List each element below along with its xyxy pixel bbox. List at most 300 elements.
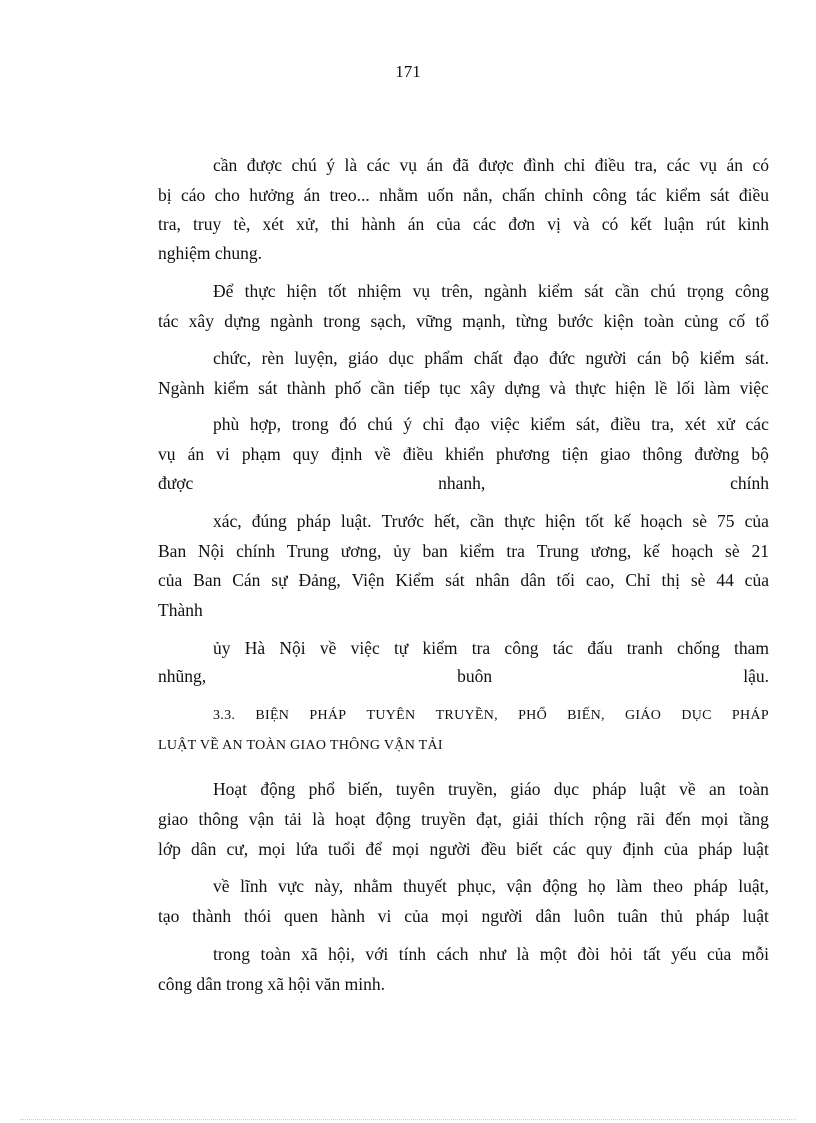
word: nhằm <box>353 876 393 896</box>
word: kiện <box>603 311 634 331</box>
word: vi <box>377 906 392 926</box>
word: sát, <box>575 414 600 434</box>
word: giải <box>512 809 539 829</box>
word: có <box>601 214 619 234</box>
word: tra, <box>651 414 675 434</box>
word: đạo <box>454 414 480 434</box>
word: thủ <box>660 906 683 926</box>
word: chấn <box>501 185 536 205</box>
word: truy <box>193 214 222 234</box>
word: hoạch <box>671 541 714 561</box>
word: sạch, <box>370 311 406 331</box>
word: thi <box>330 214 350 234</box>
word: lề <box>654 378 668 398</box>
word: hoạt <box>335 809 366 829</box>
word: củng <box>684 311 719 331</box>
word: chú <box>291 155 317 175</box>
word: các <box>472 214 497 234</box>
paragraph-line <box>158 838 769 860</box>
word: kế <box>613 511 631 531</box>
word: tiện <box>561 444 589 464</box>
word: án <box>426 155 443 175</box>
word: xử, <box>296 214 319 234</box>
word: nhũng, <box>158 666 207 686</box>
word: thông <box>198 809 239 829</box>
word: phổ <box>308 779 335 799</box>
word: án <box>407 214 425 234</box>
word: chỉnh <box>544 185 584 205</box>
word: sát <box>584 281 604 301</box>
word: đến <box>665 809 691 829</box>
word: định <box>622 839 654 859</box>
word: việc <box>350 638 380 658</box>
word: xét <box>684 414 707 434</box>
word: điều <box>738 185 769 205</box>
word: đình <box>523 155 555 175</box>
page-bottom-rule <box>20 1119 796 1120</box>
word: án <box>187 444 205 464</box>
word: cách <box>436 944 469 964</box>
word: chỉ <box>563 155 586 175</box>
word: khiển <box>445 444 484 464</box>
word: điều <box>402 444 434 464</box>
word: các <box>745 414 769 434</box>
word: ý <box>403 414 412 434</box>
paragraph-line <box>158 443 769 465</box>
section-heading-line: LUẬT VỀ AN TOÀN GIAO THÔNG VẬN TẢI <box>158 738 443 753</box>
word: tục <box>439 378 461 398</box>
word: thực <box>504 511 536 531</box>
word: tầng <box>738 809 769 829</box>
word: vực <box>277 876 304 896</box>
word: chú <box>367 414 393 434</box>
word: pháp <box>592 779 627 799</box>
word: thông <box>642 444 683 464</box>
word: Ban <box>193 570 222 590</box>
paragraph-line <box>213 280 769 302</box>
word: sát. <box>745 348 769 368</box>
word: hưởng <box>249 185 295 205</box>
word: người <box>585 348 627 368</box>
word: 3.3. <box>213 708 236 723</box>
word: họ <box>587 876 606 896</box>
word: cư, <box>226 839 249 859</box>
word: ủy <box>393 541 411 561</box>
word: đức <box>549 348 576 368</box>
word: rèn <box>261 348 284 368</box>
word: dân <box>191 839 217 859</box>
word: nhân <box>475 570 510 590</box>
word: 44 <box>716 570 734 590</box>
word: chất <box>473 348 503 368</box>
word: tự <box>393 638 409 658</box>
word: là <box>344 155 358 175</box>
word: phục, <box>457 876 496 896</box>
word: ủy <box>213 638 231 658</box>
word: động <box>375 809 411 829</box>
word: về <box>679 779 696 799</box>
word: Ngành <box>158 378 205 398</box>
word: tốt <box>327 281 347 301</box>
word: việc <box>490 414 520 434</box>
word: giáo <box>510 779 541 799</box>
word: vận <box>506 876 532 896</box>
word: tốt <box>585 511 604 531</box>
word: Trước <box>381 511 424 531</box>
word: của <box>744 511 769 531</box>
word: được <box>158 473 194 493</box>
word: phù <box>213 414 240 434</box>
word: chỉ <box>422 414 445 434</box>
word: thực <box>575 378 607 398</box>
word: kiểm <box>459 541 495 561</box>
word: tè, <box>233 214 251 234</box>
paragraph-line <box>213 637 769 659</box>
word: động <box>542 876 578 896</box>
word: tra, <box>634 155 658 175</box>
word: đòi <box>577 944 600 964</box>
word: kiểm <box>665 185 701 205</box>
word: xét <box>262 214 284 234</box>
word: xây <box>469 378 496 398</box>
word: TRUYỀN, <box>435 708 498 723</box>
word: kiểm <box>538 281 574 301</box>
word: của <box>663 839 689 859</box>
word: hội, <box>328 944 355 964</box>
word: luyện, <box>294 348 338 368</box>
word: biết <box>516 839 543 859</box>
word: đó <box>339 414 357 434</box>
word: cáo <box>180 185 206 205</box>
word: treo... <box>329 185 370 205</box>
word: hiện <box>545 511 576 531</box>
word: Viện <box>351 570 385 590</box>
word: đấu <box>587 638 613 658</box>
word: toàn <box>260 944 291 964</box>
word: BIẾN, <box>567 708 605 723</box>
word: hành <box>361 214 396 234</box>
word: thành <box>286 378 326 398</box>
paragraph-line <box>158 808 769 830</box>
word: pháp <box>693 876 728 896</box>
word: mọi <box>392 839 420 859</box>
word: với <box>365 944 389 964</box>
word: tham <box>733 638 769 658</box>
word: chính <box>730 473 769 493</box>
word: vận <box>248 809 275 829</box>
word: cần <box>469 511 495 531</box>
word: lĩnh <box>240 876 268 896</box>
word: tối <box>556 570 575 590</box>
word: dân <box>535 906 561 926</box>
word: mỗi <box>741 944 769 964</box>
word: dân <box>520 570 546 590</box>
word: tra, <box>158 214 181 234</box>
word: tiếp <box>403 378 431 398</box>
word: xử <box>716 414 735 434</box>
word: như <box>479 944 507 964</box>
word: trong <box>291 414 329 434</box>
word: điều <box>594 155 625 175</box>
word: thị <box>661 570 681 590</box>
word: rộng <box>594 809 627 829</box>
word: lậu. <box>743 666 769 686</box>
word: định <box>331 444 363 464</box>
word: bước <box>557 311 594 331</box>
word: mọi <box>701 809 729 829</box>
word: tạo <box>158 906 180 926</box>
word: cán <box>637 348 662 368</box>
word: việc <box>739 378 769 398</box>
word: uốn <box>427 185 454 205</box>
word: hiện <box>615 378 646 398</box>
word: phẩm <box>424 348 464 368</box>
word: phương <box>496 444 550 464</box>
word: hoạch <box>640 511 683 531</box>
word: tra <box>506 541 525 561</box>
paragraph-line <box>158 905 769 927</box>
word: PHỔ <box>518 708 548 723</box>
paragraph-line <box>213 778 769 800</box>
word: nhanh, <box>438 473 486 493</box>
word: ương, <box>590 541 632 561</box>
word: Chỉ <box>625 570 651 590</box>
word: xã <box>301 944 318 964</box>
word: ban <box>422 541 448 561</box>
word: sát <box>445 570 465 590</box>
word: lứa <box>295 839 318 859</box>
paragraph-line <box>158 377 769 399</box>
word: điều <box>610 414 641 434</box>
word: án <box>726 155 743 175</box>
word: của <box>706 944 732 964</box>
word: tuổi <box>328 839 356 859</box>
word: mọi <box>258 839 286 859</box>
paragraph-line <box>158 184 769 206</box>
word: 21 <box>751 541 769 561</box>
word: phạm <box>241 444 281 464</box>
word: để <box>365 839 382 859</box>
word: sự <box>271 570 288 590</box>
word: các <box>366 155 390 175</box>
word: hiện <box>286 281 317 301</box>
word: PHÁP <box>731 708 769 723</box>
word: vụ <box>412 281 431 301</box>
word: đường <box>694 444 740 464</box>
word: các <box>552 839 576 859</box>
word: PHÁP <box>309 708 347 723</box>
word: buôn <box>457 666 493 686</box>
word: rãi <box>636 809 656 829</box>
word: vụ <box>158 444 176 464</box>
word: TUYÊN <box>366 708 416 723</box>
word: thực <box>244 281 276 301</box>
word: 75 <box>717 511 735 531</box>
word: vị <box>547 214 561 234</box>
word: trong <box>213 944 250 964</box>
word: có <box>752 155 769 175</box>
word: kết <box>630 214 652 234</box>
word: sè <box>692 511 707 531</box>
paragraph-line: nghiệm chung. <box>158 243 263 263</box>
paragraph-line <box>213 875 769 897</box>
word: xác, <box>213 511 242 531</box>
word: đạo <box>513 348 539 368</box>
word: Trung <box>536 541 579 561</box>
paragraph-line <box>158 569 769 591</box>
word: một <box>539 944 567 964</box>
word: sè <box>725 541 740 561</box>
word: của <box>158 570 183 590</box>
word: ngành <box>270 311 314 331</box>
word: luận <box>663 214 695 234</box>
word: về <box>374 444 391 464</box>
word: là <box>312 809 325 829</box>
word: tác <box>552 638 574 658</box>
word: giao <box>158 809 189 829</box>
word: hành <box>330 906 365 926</box>
word: cao, <box>585 570 615 590</box>
word: này, <box>314 876 344 896</box>
word: kiểm <box>213 378 249 398</box>
word: Hoạt <box>213 779 248 799</box>
word: sát <box>710 185 730 205</box>
word: hợp, <box>249 414 282 434</box>
word: biến, <box>348 779 383 799</box>
paragraph-line <box>158 665 769 687</box>
word: an <box>708 779 726 799</box>
paragraph-line <box>213 943 769 965</box>
word: là <box>516 944 530 964</box>
word: người <box>429 839 471 859</box>
word: xây <box>188 311 214 331</box>
word: tuân <box>617 906 648 926</box>
word: vụ <box>399 155 417 175</box>
word: tranh <box>626 638 663 658</box>
word: tác <box>635 185 657 205</box>
word: dục <box>553 779 580 799</box>
word: kiểm <box>530 414 566 434</box>
word: động <box>260 779 296 799</box>
word: giao <box>600 444 631 464</box>
word: quen <box>284 906 319 926</box>
word: án <box>303 185 321 205</box>
word: đạt, <box>476 809 502 829</box>
word: GIÁO <box>624 708 662 723</box>
word: BIỆN <box>255 708 290 723</box>
word: kế <box>643 541 660 561</box>
paragraph-line <box>213 154 769 176</box>
word: sát <box>258 378 278 398</box>
word: và <box>573 214 590 234</box>
word: thành <box>192 906 232 926</box>
word: Cán <box>232 570 261 590</box>
word: ngành <box>484 281 527 301</box>
word: Hà <box>244 638 266 658</box>
paragraph-line <box>213 413 769 435</box>
word: truyền <box>421 809 466 829</box>
word: hết, <box>434 511 460 531</box>
word: kiểm <box>422 638 458 658</box>
word: công <box>592 185 627 205</box>
word: toàn <box>738 779 769 799</box>
paragraph-line <box>213 347 769 369</box>
word: theo <box>652 876 684 896</box>
word: luật, <box>738 876 769 896</box>
word: lối <box>676 378 695 398</box>
word: rút <box>706 214 726 234</box>
word: vi <box>216 444 230 464</box>
word: DỤC <box>681 708 712 723</box>
section-heading-line <box>213 706 769 726</box>
word: chính <box>236 541 275 561</box>
word: làm <box>616 876 643 896</box>
word: của <box>744 570 769 590</box>
word: đúng <box>251 511 287 531</box>
word: Nội <box>279 638 306 658</box>
word: hỏi <box>610 944 633 964</box>
word: dựng <box>504 378 541 398</box>
word: đã <box>452 155 469 175</box>
word: quy <box>292 444 320 464</box>
paragraph-line <box>213 510 769 532</box>
word: bộ <box>751 444 769 464</box>
word: chú <box>650 281 676 301</box>
word: tổ <box>755 311 769 331</box>
word: Để <box>213 281 234 301</box>
word: dục <box>388 348 414 368</box>
word: nhiệm <box>357 281 402 301</box>
word: nắn, <box>462 185 493 205</box>
word: chống <box>676 638 720 658</box>
word: thuyết <box>403 876 447 896</box>
paragraph-line: Thành <box>158 600 203 620</box>
word: mạnh, <box>462 311 506 331</box>
word: của <box>404 906 429 926</box>
word: dựng <box>224 311 260 331</box>
word: nhằm <box>379 185 419 205</box>
word: tải <box>284 809 302 829</box>
word: Kiểm <box>395 570 435 590</box>
word: lớp <box>158 839 181 859</box>
word: các <box>666 155 690 175</box>
word: tính <box>398 944 426 964</box>
word: phố <box>334 378 362 398</box>
word: đơn <box>508 214 536 234</box>
word: trên, <box>441 281 473 301</box>
word: làm <box>704 378 731 398</box>
word: ương, <box>340 541 382 561</box>
word: và <box>549 378 566 398</box>
word: pháp <box>698 839 733 859</box>
word: được <box>478 155 514 175</box>
word: luật <box>742 906 769 926</box>
word: từng <box>515 311 548 331</box>
word: người <box>481 906 523 926</box>
word: luật <box>742 839 769 859</box>
word: mọi <box>441 906 469 926</box>
word: cố <box>728 311 746 331</box>
word: luật <box>639 779 666 799</box>
word: cần <box>370 378 395 398</box>
word: giáo <box>348 348 379 368</box>
paragraph-line <box>158 310 769 332</box>
word: kinh <box>737 214 769 234</box>
paragraph-line <box>158 540 769 562</box>
paragraph-line <box>158 213 769 235</box>
word: tuyên <box>395 779 435 799</box>
word: Trung <box>286 541 329 561</box>
